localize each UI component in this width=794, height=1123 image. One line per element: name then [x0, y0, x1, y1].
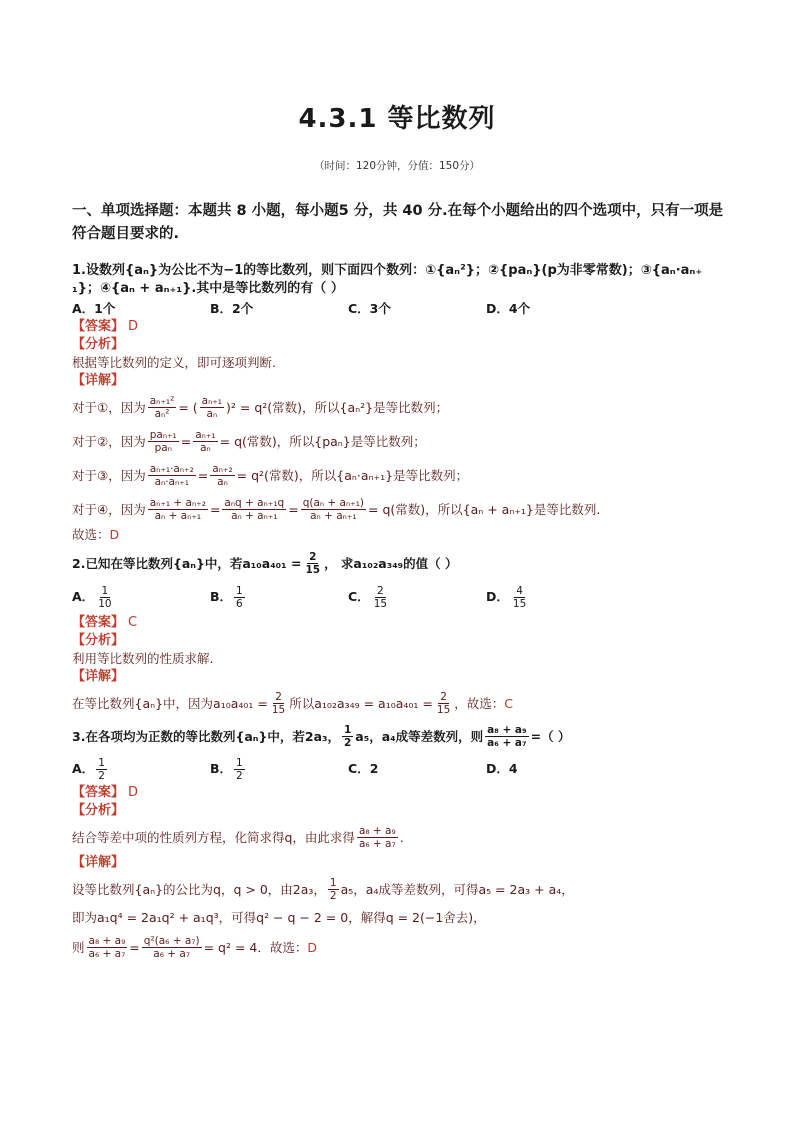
text: = q² = 4．故选：: [203, 940, 308, 955]
q3-options: [72, 754, 732, 784]
q2-analysis-label: 【分析】: [72, 633, 125, 648]
denominator: aₙ + aₙ₊₁: [310, 509, 357, 522]
denominator: 15: [271, 703, 286, 716]
q3-stem: [72, 720, 732, 752]
numerator: a₈ + a₉: [88, 934, 126, 947]
denominator: aₙ: [217, 475, 228, 488]
denominator: aₙ²: [154, 407, 170, 420]
denominator: 2: [98, 769, 105, 782]
text: 在等比数列{aₙ}中，因为a₁₀a₄₀₁ =: [72, 696, 268, 711]
text: 2.已知在等比数列{aₙ}中，若a₁₀a₄₀₁ =: [72, 556, 302, 571]
q2-detail-label: 【详解】: [72, 669, 125, 684]
q1-stem-line1: 1.设数列{aₙ}为公比不为−1的等比数列，则下面四个数列：①{aₙ²}；②{paₙ}(p为非零常数)；③{aₙ·aₙ₊: [72, 263, 703, 278]
q2-option-b: [210, 580, 348, 614]
numerator: aₙ₊₁ + aₙ₊₂: [149, 496, 206, 509]
option-letter: B．: [210, 761, 233, 776]
numerator: 1: [343, 723, 352, 736]
q3-option-c: [348, 754, 486, 784]
q1-analysis-label: 【分析】: [72, 337, 125, 352]
numerator: paₙ₊₁: [149, 428, 177, 441]
fraction: [96, 757, 107, 782]
option-letter: D．: [486, 761, 509, 776]
fraction: [301, 497, 366, 522]
q3-analysis-text: [72, 820, 732, 854]
text: a₅，a₄成等差数列，则: [355, 729, 484, 744]
q2-solution: [72, 686, 732, 720]
text: ，故选：: [454, 696, 505, 711]
text: = q(常数)，所以{paₙ}是等比数列；: [219, 434, 426, 449]
q3-answer-value: D: [128, 785, 139, 800]
option-letter: C．: [348, 589, 370, 604]
fraction: [222, 497, 286, 522]
fraction: [342, 724, 353, 749]
numerator: a₈ + a₉: [487, 723, 527, 736]
text: = (: [178, 399, 198, 415]
denominator: aₙ: [206, 407, 218, 420]
question-2: [72, 548, 732, 720]
q1-option-c: C．3个: [348, 301, 391, 316]
text: 对于②，因为: [72, 434, 146, 449]
numerator: 1: [236, 584, 243, 597]
denominator: 15: [436, 703, 451, 716]
q2-stem: [72, 548, 732, 578]
option-letter: D．: [486, 589, 509, 604]
fraction: [270, 691, 287, 716]
numerator: 2: [377, 584, 384, 597]
denominator: 15: [305, 563, 321, 576]
text: =: [129, 939, 140, 955]
q3-option-b: [210, 754, 348, 784]
text: 结合等差中项的性质列方程，化简求得q，由此求得: [72, 830, 355, 845]
text: .: [399, 829, 404, 845]
q3-choose-value: D: [307, 939, 318, 955]
q3-answer: [72, 784, 732, 802]
q3-solution-2: 即为a₁q⁴ = 2a₁q² + a₁q³，可得q² − q − 2 = 0，解得q = 2(−1舍去)，: [72, 910, 486, 925]
numerator: aₙ₊₁·aₙ₊₂: [149, 462, 194, 475]
q3-option-d: [486, 754, 624, 784]
fraction: [210, 463, 234, 488]
q2-option-d: [486, 580, 624, 614]
q2-options: [72, 580, 732, 614]
fraction: [357, 825, 398, 850]
q2-choose-value: C: [504, 695, 514, 711]
fraction: [200, 395, 224, 420]
text: 故选：: [72, 527, 110, 542]
denominator: 2: [236, 769, 243, 782]
denominator: a₆ + a₇: [153, 947, 191, 960]
denominator: 2: [343, 736, 352, 749]
q1-solution-3: [72, 458, 732, 492]
option-value: 4: [508, 761, 518, 776]
text: 对于③，因为: [72, 468, 146, 483]
denominator: aₙ: [200, 441, 211, 454]
option-letter: A．: [72, 761, 95, 776]
fraction: [142, 935, 202, 960]
option-letter: B．: [210, 589, 233, 604]
numerator: q²(a₆ + a₇): [143, 934, 200, 947]
q1-option-a: A．1个: [72, 301, 116, 316]
fraction: [96, 585, 113, 610]
answer-label: 【答案】: [72, 615, 125, 630]
denominator: aₙ·aₙ₊₁: [154, 475, 189, 488]
text: )² = q²(常数)，所以{aₙ²}是等比数列；: [226, 400, 449, 415]
q3-option-a: [72, 754, 210, 784]
text: 对于④，因为: [72, 502, 146, 517]
numerator: 2: [275, 690, 282, 703]
text: =: [197, 467, 209, 483]
fraction: [328, 877, 339, 902]
denominator: 2: [329, 889, 337, 902]
fraction: [234, 585, 245, 610]
option-value: 2: [369, 761, 379, 776]
numerator: aₙ₊₁²: [149, 394, 175, 407]
text: 3.在各项均为正数的等比数列{aₙ}中，若2a₃，: [72, 729, 340, 744]
q1-answer: [72, 318, 732, 336]
fraction: [372, 585, 389, 610]
numerator: 1: [329, 876, 337, 889]
numerator: aₙ₊₂: [212, 462, 233, 475]
answer-label: 【答案】: [72, 785, 125, 800]
text: 所以a₁₀₂a₃₄₉ = a₁₀a₄₀₁ =: [289, 696, 433, 711]
q1-solution-1: [72, 390, 732, 424]
numerator: a₈ + a₉: [358, 824, 396, 837]
numerator: 4: [516, 584, 523, 597]
q1-analysis-text: 根据等比数列的定义，即可逐项判断.: [72, 355, 276, 370]
text: =（ ）: [530, 729, 571, 744]
text: =: [209, 501, 221, 517]
q3-detail-label: 【详解】: [72, 855, 125, 870]
text: =: [288, 501, 299, 517]
q2-option-c: [348, 580, 486, 614]
q1-option-b: B．2个: [210, 301, 254, 316]
section-heading: 一、单项选择题：本题共 8 小题，每小题5 分，共 40 分.在每个小题给出的四个选项中，只有一项是符合题目要求的.: [72, 203, 724, 242]
denominator: paₙ: [154, 441, 172, 454]
fraction: [148, 463, 196, 488]
numerator: 2: [309, 550, 317, 563]
denominator: 10: [98, 597, 112, 610]
q1-option-d: D．4个: [486, 301, 531, 316]
q1-stem-line2: ₁}；④{aₙ + aₙ₊₁}.其中是等比数列的有（ ）: [72, 281, 344, 296]
q2-option-a: [72, 580, 210, 614]
q1-detail-label: 【详解】: [72, 373, 125, 388]
fraction: [148, 429, 179, 454]
text: =: [180, 433, 192, 449]
fraction: [303, 551, 322, 576]
text: 对于①，因为: [72, 400, 146, 415]
fraction: [435, 691, 452, 716]
numerator: 1: [236, 756, 243, 769]
denominator: 15: [512, 597, 527, 610]
fraction: [485, 724, 528, 749]
question-1: [72, 262, 732, 544]
fraction: [234, 757, 245, 782]
denominator: a₆ + a₇: [88, 947, 126, 960]
q1-choose: [72, 526, 732, 544]
text: ， 求a₁₀₂a₃₄₉的值（ ）: [324, 556, 458, 571]
fraction: [87, 935, 128, 960]
q1-choose-value: D: [109, 527, 120, 542]
fraction: [148, 395, 177, 420]
q2-answer-value: C: [128, 615, 138, 630]
question-3: [72, 720, 732, 964]
text: 设等比数列{aₙ}的公比为q，q > 0，由2a₃，: [72, 882, 326, 897]
denominator: 15: [373, 597, 388, 610]
numerator: aₙq + aₙ₊₁q: [224, 496, 285, 509]
q1-solution-2: [72, 424, 732, 458]
q3-solution-1: [72, 872, 732, 906]
option-letter: A．: [72, 589, 95, 604]
fraction: [193, 429, 217, 454]
denominator: aₙ + aₙ₊₁: [154, 509, 202, 522]
answer-label: 【答案】: [72, 319, 125, 334]
page-title: 4.3.1 等比数列: [298, 104, 496, 134]
numerator: 1: [101, 584, 109, 597]
text: = q²(常数)，所以{aₙ·aₙ₊₁}是等比数列；: [236, 468, 469, 483]
numerator: aₙ₊₁: [195, 428, 216, 441]
q1-solution-4: [72, 492, 732, 526]
q2-answer: [72, 614, 732, 632]
page-subtitle: （时间：120分钟，分值：150分）: [313, 160, 481, 172]
q2-analysis-text: 利用等比数列的性质求解.: [72, 651, 214, 666]
numerator: q(aₙ + aₙ₊₁): [302, 496, 365, 509]
q1-options: [72, 300, 732, 318]
q3-analysis-label: 【分析】: [72, 803, 125, 818]
numerator: aₙ₊₁: [201, 394, 223, 407]
text: = q(常数)，所以{aₙ + aₙ₊₁}是等比数列.: [368, 502, 601, 517]
q1-answer-value: D: [128, 319, 139, 334]
denominator: 6: [236, 597, 243, 610]
fraction: [148, 497, 208, 522]
text: 则: [72, 940, 85, 955]
denominator: a₆ + a₇: [487, 736, 527, 749]
text: a₅，a₄成等差数列，可得a₅ = 2a₃ + a₄，: [340, 882, 574, 897]
option-letter: C．: [348, 761, 370, 776]
q3-solution-3: [72, 930, 732, 964]
denominator: aₙ + aₙ₊₁: [231, 509, 278, 522]
questions: [72, 262, 732, 964]
numerator: 1: [98, 756, 105, 769]
denominator: a₆ + a₇: [358, 837, 396, 850]
fraction: [511, 585, 528, 610]
numerator: 2: [440, 690, 447, 703]
